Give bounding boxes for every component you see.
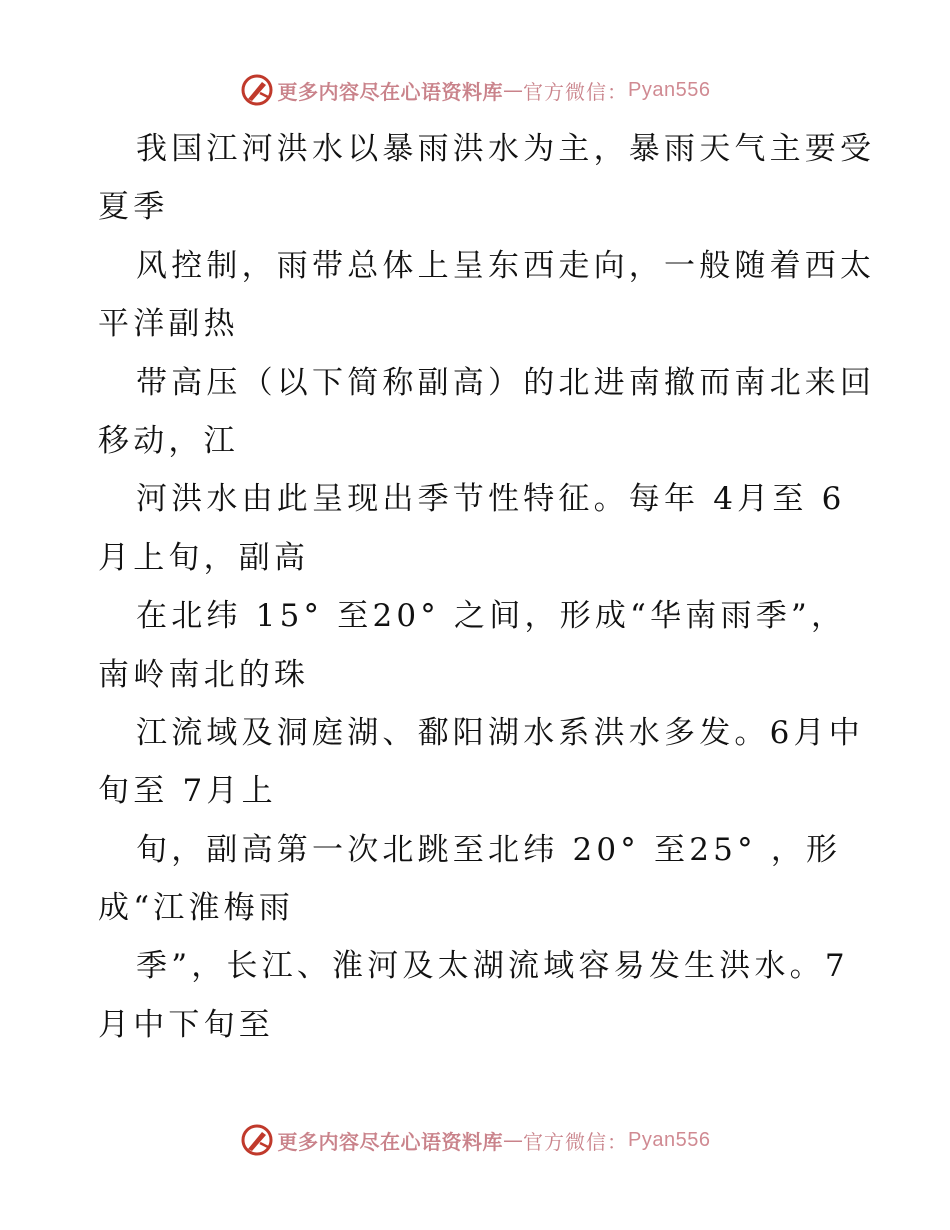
watermark-label: 官方微信： xyxy=(523,79,629,104)
text-line: 旬，副高第一次北跳至北纬 20° 至25° ，形 xyxy=(136,831,842,868)
text-line: 南岭南北的珠 xyxy=(98,656,310,693)
text-line: 旬至 7月上 xyxy=(98,773,277,810)
text-line: 月中下旬至 xyxy=(98,1006,274,1043)
watermark-id: Pyan556 xyxy=(628,1128,711,1151)
header-watermark xyxy=(0,70,950,110)
text-line: 成“江淮梅雨 xyxy=(98,890,295,927)
text-line: 夏季 xyxy=(98,189,169,226)
brand-logo-icon xyxy=(240,73,274,107)
text-line: 我国江河洪水以暴雨洪水为主，暴雨天气主要受 xyxy=(136,131,876,167)
text-line: 移动，江 xyxy=(98,422,239,459)
footer-watermark xyxy=(0,1120,950,1160)
watermark-dash: — xyxy=(503,1128,524,1152)
text-line: 在北纬 15° 至20° 之间，形成“华南雨季”， xyxy=(136,598,847,635)
brand-logo-icon xyxy=(240,1123,274,1157)
text-line: 平洋副热 xyxy=(98,306,239,343)
text-line: 带高压（以下简称副高）的北进南撤而南北来回 xyxy=(136,364,876,401)
text-line: 月上旬，副高 xyxy=(98,539,310,576)
watermark-main-text: 更多内容尽在心语资料库 xyxy=(277,1129,504,1154)
watermark-label: 官方微信： xyxy=(523,1129,629,1154)
text-line: 河洪水由此呈现出季节性特征。每年 4月至 6 xyxy=(136,481,846,518)
text-line: 季”，长江、淮河及太湖流域容易发生洪水。7 xyxy=(136,948,849,985)
text-line: 江流域及洞庭湖、鄱阳湖水系洪水多发。6月中 xyxy=(136,714,864,751)
watermark-id: Pyan556 xyxy=(628,78,711,101)
watermark-main-text: 更多内容尽在心语资料库 xyxy=(277,79,504,104)
text-line: 风控制，雨带总体上呈东西走向，一般随着西太 xyxy=(136,247,876,284)
watermark-dash: — xyxy=(503,78,524,102)
document-body xyxy=(98,120,876,1054)
